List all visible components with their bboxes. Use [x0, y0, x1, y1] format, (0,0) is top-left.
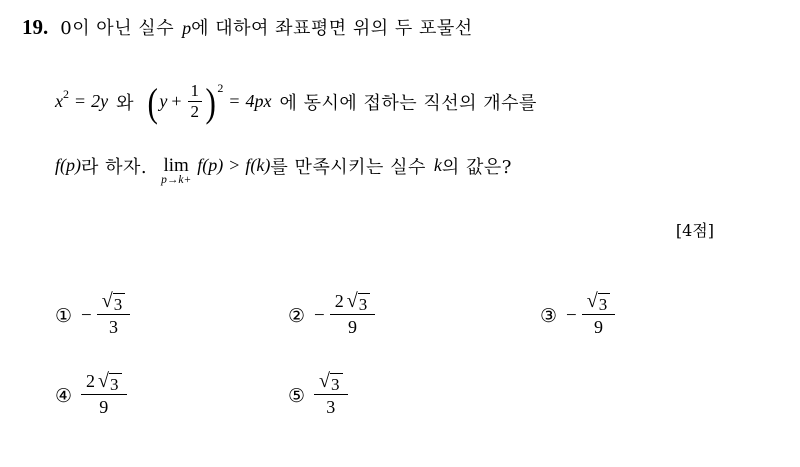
radical-icon: √ [586, 290, 598, 312]
question-line-1 [22, 14, 473, 40]
limit-lim: lim [163, 155, 189, 176]
choice-3-sign: − [566, 304, 577, 326]
greater-than-sign: > [229, 155, 240, 175]
choice-4-radicand: 3 [109, 373, 122, 393]
choice-1-sign: − [81, 304, 92, 326]
limit-argument: f(p) [197, 155, 224, 175]
choice-1-fraction [97, 292, 130, 338]
question-line-3 [55, 150, 512, 186]
eq1-equals: = [75, 91, 86, 112]
choice-1-denominator: 3 [97, 314, 130, 338]
eq2-rhs: 4px [245, 91, 272, 112]
choice-2-denominator: 9 [330, 314, 375, 338]
paren-plus: + [171, 91, 182, 112]
question-line-2 [55, 80, 537, 126]
choice-3-marker: ③ [540, 304, 558, 327]
choice-1-radicand: 3 [113, 293, 126, 313]
choices-row-2 [0, 364, 800, 436]
radical-icon: √ [346, 290, 358, 312]
radical-icon: √ [319, 370, 331, 392]
choice-2-numerator [330, 292, 375, 314]
choice-5-denominator: 3 [314, 394, 347, 418]
radical-icon: √ [101, 290, 113, 312]
points-tag: [4점] [675, 221, 714, 240]
choice-4-coefficient: 2 [86, 371, 96, 392]
choice-3-numerator [582, 292, 615, 314]
choice-5-numerator [314, 372, 347, 394]
choice-4-numerator [81, 372, 126, 394]
choice-1-numerator [97, 292, 130, 314]
question-line3-text-c: 의 값은? [441, 156, 512, 178]
choice-2[interactable] [288, 292, 375, 338]
paren-close: ) [205, 80, 216, 126]
choice-2-sqrt [347, 292, 370, 312]
choice-3-fraction [582, 292, 615, 338]
choice-3-radicand: 3 [598, 293, 611, 313]
question-line3-text-b: 를 만족시키는 실수 [270, 156, 426, 178]
choice-4-denominator: 9 [81, 394, 126, 418]
paren-exponent: 2 [217, 81, 224, 96]
eq2-equals: = [229, 91, 240, 112]
variable-p: p [182, 18, 192, 38]
choice-3-denominator: 9 [582, 314, 615, 338]
fraction-denominator: 2 [188, 101, 203, 121]
choice-2-coefficient: 2 [334, 291, 344, 312]
question-line3-text-a: 라 하자. [81, 156, 148, 178]
limit-subscript: p→k+ [161, 174, 192, 186]
limit-operator [161, 155, 191, 186]
paren-open: ( [147, 80, 158, 126]
choice-4-fraction [81, 372, 126, 418]
choice-1[interactable] [55, 292, 130, 338]
function-fp: f(p) [55, 155, 81, 175]
question-line2-text: 에 동시에 접하는 직선의 개수를 [279, 92, 537, 114]
fraction-numerator: 1 [190, 81, 200, 100]
fraction-one-half [188, 82, 203, 122]
choice-4[interactable] [55, 372, 127, 418]
choice-2-sign: − [314, 304, 325, 326]
choice-2-marker: ② [288, 304, 306, 327]
choice-3[interactable] [540, 292, 615, 338]
variable-k: k [433, 155, 442, 175]
choice-4-marker: ④ [55, 384, 73, 407]
conjunction-wa: 와 [116, 92, 135, 114]
choice-5-sqrt [319, 372, 342, 392]
choice-4-sqrt [98, 372, 121, 392]
choice-5[interactable] [288, 372, 348, 418]
question-text-b: 에 대하여 좌표평면 위의 두 포물선 [191, 18, 473, 39]
choice-1-marker: ① [55, 304, 73, 327]
choice-5-fraction [314, 372, 347, 418]
radical-icon: √ [98, 370, 110, 392]
eq1-exponent: 2 [63, 87, 69, 102]
choice-3-sqrt [587, 292, 610, 312]
choice-5-radicand: 3 [330, 373, 343, 393]
choice-2-radicand: 3 [358, 293, 371, 313]
parenthesized-expression [146, 80, 224, 126]
paren-variable-y: y [159, 91, 168, 112]
choices-row-1 [0, 292, 800, 364]
choice-5-marker: ⑤ [288, 384, 306, 407]
question-number: 19. [22, 15, 49, 39]
function-fk: f(k) [245, 155, 271, 175]
choice-1-sqrt [102, 292, 125, 312]
eq1-x: x [55, 91, 63, 112]
question-text-a: 0이 아닌 실수 [60, 18, 175, 39]
eq1-rhs: 2y [91, 91, 109, 112]
choice-2-fraction [330, 292, 375, 338]
choices-list [0, 292, 800, 436]
